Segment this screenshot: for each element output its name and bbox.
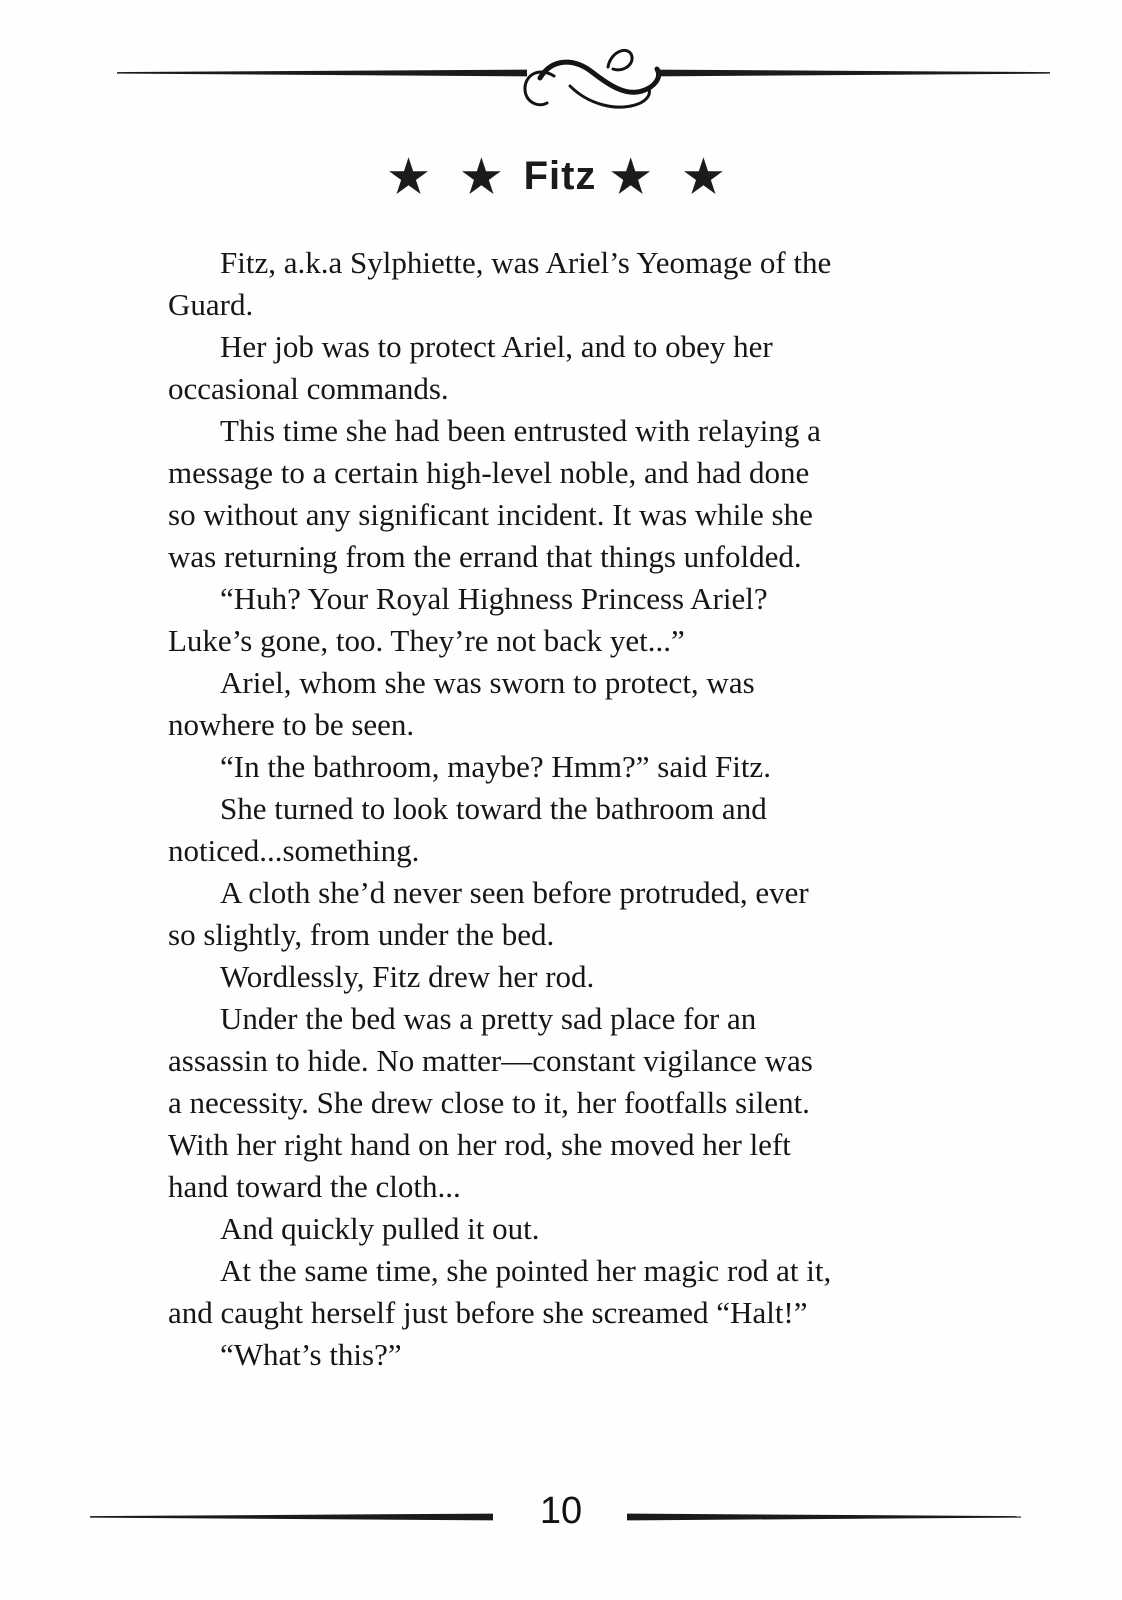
paragraph xyxy=(168,410,968,578)
text-line: “What’s this?” xyxy=(220,1337,402,1372)
text-line: Wordlessly, Fitz drew her rod. xyxy=(220,959,595,994)
text-line: Luke’s gone, too. They’re not back yet...” xyxy=(168,623,685,658)
paragraph xyxy=(168,662,968,746)
paragraph xyxy=(168,998,968,1208)
chapter-title-text: Fitz xyxy=(523,154,597,198)
footer-rule-right xyxy=(627,1513,1021,1521)
paragraph xyxy=(168,1334,968,1376)
header-rule-left xyxy=(117,69,527,77)
text-line: noticed...something. xyxy=(168,833,420,868)
text-line: Under the bed was a pretty sad place for an xyxy=(220,1001,757,1036)
text-line: occasional commands. xyxy=(168,371,449,406)
text-line: She turned to look toward the bathroom and xyxy=(220,791,767,826)
paragraph xyxy=(168,326,968,410)
paragraph xyxy=(168,788,968,872)
paragraph xyxy=(168,872,968,956)
text-line: With her right hand on her rod, she moved her left xyxy=(168,1127,791,1162)
header-rule-right xyxy=(656,69,1050,77)
text-line: so without any significant incident. It was while she xyxy=(168,497,813,532)
paragraph xyxy=(168,746,968,788)
star-icons-right: ★ ★ xyxy=(610,151,734,202)
flourish-icon xyxy=(518,40,674,118)
text-line: Ariel, whom she was sworn to protect, was xyxy=(220,665,755,700)
paragraph xyxy=(168,1208,968,1250)
text-line: nowhere to be seen. xyxy=(168,707,415,742)
page-number: 10 xyxy=(539,1490,583,1532)
chapter-title xyxy=(0,150,1122,203)
text-line: Fitz, a.k.a Sylphiette, was Ariel’s Yeomage of the xyxy=(220,245,832,280)
text-line: Her job was to protect Ariel, and to obey her xyxy=(220,329,773,364)
text-line: “Huh? Your Royal Highness Princess Ariel? xyxy=(220,581,768,616)
text-line: hand toward the cloth... xyxy=(168,1169,461,1204)
paragraph xyxy=(168,956,968,998)
text-line: This time she had been entrusted with relaying a xyxy=(220,413,821,448)
text-line: At the same time, she pointed her magic rod at it, xyxy=(220,1253,832,1288)
paragraph xyxy=(168,1250,968,1334)
text-line: and caught herself just before she screamed “Halt!” xyxy=(168,1295,808,1330)
text-line: was returning from the errand that things unfolded. xyxy=(168,539,802,574)
paragraph xyxy=(168,578,968,662)
text-line: a necessity. She drew close to it, her footfalls silent. xyxy=(168,1085,810,1120)
text-line: A cloth she’d never seen before protruded, ever xyxy=(220,875,809,910)
text-line: And quickly pulled it out. xyxy=(220,1211,540,1246)
text-line: message to a certain high-level noble, and had done xyxy=(168,455,810,490)
body-text xyxy=(168,242,968,1376)
star-icons-left: ★ ★ xyxy=(388,151,512,202)
text-line: Guard. xyxy=(168,287,254,322)
paragraph xyxy=(168,242,968,326)
text-line: so slightly, from under the bed. xyxy=(168,917,555,952)
text-line: “In the bathroom, maybe? Hmm?” said Fitz. xyxy=(220,749,771,784)
text-line: assassin to hide. No matter—constant vigilance was xyxy=(168,1043,813,1078)
